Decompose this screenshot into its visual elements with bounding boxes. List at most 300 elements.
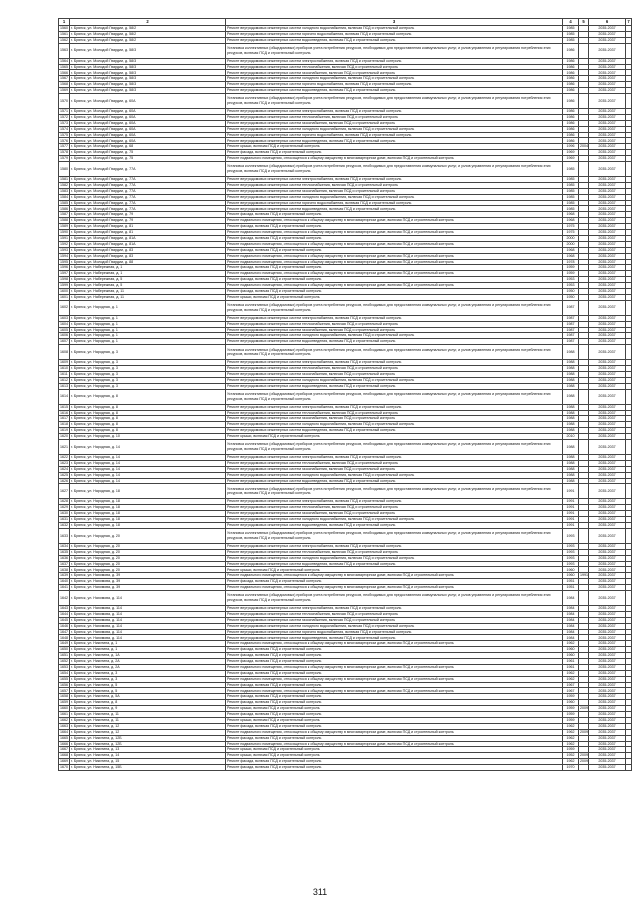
planned-period-cell: 2035-2037: [589, 664, 626, 670]
address-cell: г. Брянск, ул. Нахимова, д. 114: [70, 617, 226, 623]
planned-period-cell: 2035-2037: [589, 765, 626, 771]
work-description-cell: Ремонт подвального помещения, относящегося к общему имуществу в многоквартирном доме, включая ПСД и строительный контроль: [226, 676, 563, 682]
address-cell: г. Брянск, ул. Набережная, д. 11: [70, 288, 226, 294]
commission-year-cell: 1969: [563, 150, 579, 156]
commission-year-cell: 1988: [563, 460, 579, 466]
address-cell: г. Брянск, ул. Народная, д. 14: [70, 466, 226, 472]
planned-period-cell: 2035-2037: [589, 647, 626, 653]
extra-cell: [626, 528, 632, 543]
work-description-cell: Ремонт подвального помещения, относящегося к общему имуществу в многоквартирном доме, включая ПСД и строительный контроль: [226, 283, 563, 289]
work-description-cell: Ремонт внутридомовых инженерных систем электроснабжения, включая ПСД и строительный контроль: [226, 360, 563, 366]
row-number-cell: 1656: [60, 682, 68, 687]
work-description-cell: Ремонт фасада, включая ПСД и строительный контроль: [226, 694, 563, 700]
col-header-2: 2: [70, 19, 226, 26]
row-number-cell: 1564: [60, 58, 68, 63]
commission-year-cell: 1993: [563, 549, 579, 555]
planned-period-cell: 2035-2037: [589, 177, 626, 183]
address-cell: г. Брянск, ул. Никитина, д. 3: [70, 676, 226, 682]
address-cell: г. Брянск, ул. Никитина, д. 9: [70, 706, 226, 712]
row-number-cell: 1617: [60, 416, 68, 421]
row-number-cell: 1652: [60, 659, 68, 664]
extra-cell: [626, 765, 632, 771]
planned-period-cell: 2035-2037: [589, 345, 626, 360]
address-cell: г. Брянск, ул. Народная, д. 18: [70, 523, 226, 529]
row-number-cell: 1661: [60, 712, 68, 717]
address-cell: г. Брянск, ул. Молодой Гвардии, д. 83: [70, 247, 226, 253]
row-number-cell: 1611: [60, 372, 68, 377]
commission-year-cell: 1987: [563, 300, 579, 315]
work-description-cell: Ремонт фасада, включая ПСД и строительный контроль: [226, 288, 563, 294]
address-cell: г. Брянск, ул. Молодой Гвардии, д. 83: [70, 253, 226, 259]
row-number-cell: 1596: [60, 265, 68, 270]
table-row: [59, 484, 632, 499]
work-description-cell: Ремонт внутридомовых инженерных систем горячего водоснабжения, включая ПСД и строительный контроль: [226, 132, 563, 138]
row-number-cell: 1632: [60, 523, 68, 528]
commission-year-cell: 1950: [563, 294, 579, 300]
col-header-6: 6: [589, 19, 626, 26]
work-description-cell: Ремонт внутридомовых инженерных систем водоотведения, включая ПСД и строительный контроль: [226, 206, 563, 212]
planned-period-cell: 2035-2037: [589, 162, 626, 177]
row-number-cell: 1669: [60, 759, 68, 764]
commission-year-cell: 1968: [563, 212, 579, 218]
address-cell: г. Брянск, ул. Молодой Гвардии, д. 88: [70, 259, 226, 265]
commission-year-cell: 1962: [563, 723, 579, 729]
commission-year-cell: 1985: [563, 194, 579, 200]
commission-year-cell: 1988: [563, 466, 579, 472]
row-number-cell: 1614: [59, 389, 70, 404]
row-number-cell: 1590: [60, 230, 68, 235]
work-description-cell: Ремонт внутридомовых инженерных систем теплоснабжения, включая ПСД и строительный контроль: [226, 549, 563, 555]
row-number-cell: 1589: [60, 224, 68, 229]
commission-year-cell: 1959: [563, 717, 579, 723]
planned-period-cell: 2035-2037: [589, 70, 626, 76]
row-number-cell: 1668: [60, 753, 68, 758]
address-cell: г. Брянск, ул. Никитина, д. 5: [70, 682, 226, 688]
row-number-cell: 1643: [60, 606, 68, 611]
planned-period-cell: 2035-2037: [589, 294, 626, 300]
address-cell: г. Брянск, ул. Молодой Гвардии, д. 79: [70, 218, 226, 224]
work-description-cell: Ремонт крыши, включая ПСД и строительный контроль: [226, 753, 563, 759]
commission-year-cell: 1969: [563, 156, 579, 162]
work-description-cell: Ремонт внутридомовых инженерных систем теплоснабжения, включая ПСД и строительный контроль: [226, 182, 563, 188]
row-number-cell: 1593: [60, 247, 68, 252]
address-cell: г. Брянск, ул. Нахимова, д. 39: [70, 579, 226, 585]
col-header-1: 1: [59, 19, 70, 26]
work-description-cell: Ремонт крыши, включая ПСД и строительный контроль: [226, 144, 563, 150]
work-description-cell: Ремонт подвального помещения, относящегося к общему имуществу в многоквартирном доме, включая ПСД и строительный контроль: [226, 664, 563, 670]
overhaul-year-cell: [579, 439, 589, 454]
planned-period-cell: 2035-2037: [589, 144, 626, 150]
work-description-cell: Ремонт подвального помещения, относящегося к общему имуществу в многоквартирном доме, включая ПСД и строительный контроль: [226, 259, 563, 265]
planned-period-cell: 2035-2037: [589, 339, 626, 345]
work-description-cell: Ремонт крыши, включая ПСД и строительный контроль: [226, 706, 563, 712]
address-cell: г. Брянск, ул. Народная, д. 1: [70, 300, 226, 315]
planned-period-cell: 2035-2037: [589, 682, 626, 688]
commission-year-cell: 1960: [563, 700, 579, 706]
work-description-cell: Ремонт крыши, включая ПСД и строительный контроль: [226, 567, 563, 573]
address-cell: г. Брянск, ул. Молодой Гвардии, д. 60А: [70, 109, 226, 115]
commission-year-cell: 1985: [563, 206, 579, 212]
commission-year-cell: 1986: [563, 126, 579, 132]
commission-year-cell: 1985: [563, 188, 579, 194]
planned-period-cell: 2035-2037: [589, 543, 626, 549]
planned-period-cell: 2035-2037: [589, 288, 626, 294]
commission-year-cell: 1959: [563, 747, 579, 753]
work-description-cell: Ремонт внутридомовых инженерных систем газоснабжения, включая ПСД и строительный контроль: [226, 188, 563, 194]
planned-period-cell: 2035-2037: [589, 466, 626, 472]
work-description-cell: Ремонт подвального помещения, относящегося к общему имуществу в многоквартирном доме, включая ПСД и строительный контроль: [226, 271, 563, 277]
address-cell: г. Брянск, ул. Нахимова, д. 114: [70, 623, 226, 629]
work-description-cell: Ремонт фасада, включая ПСД и строительный контроль: [226, 700, 563, 706]
row-number-cell: 1651: [60, 653, 68, 658]
row-number-cell: 1583: [60, 188, 68, 193]
address-cell: г. Брянск, ул. Молодой Гвардии, д. 81: [70, 230, 226, 236]
work-description-cell: Ремонт внутридомовых инженерных систем электроснабжения, включая ПСД и строительный контроль: [226, 499, 563, 505]
planned-period-cell: 2035-2037: [589, 120, 626, 126]
work-description-cell: Ремонт внутридомовых инженерных систем теплоснабжения, включая ПСД и строительный контроль: [226, 410, 563, 416]
row-number-cell: 1592: [60, 241, 68, 246]
commission-year-cell: 2000: [563, 235, 579, 241]
commission-year-cell: 1962: [563, 670, 579, 676]
address-cell: г. Брянск, ул. Народная, д. 8: [70, 404, 226, 410]
row-number-cell: 1574: [60, 126, 68, 131]
commission-year-cell: 1986: [563, 120, 579, 126]
row-number-cell: 1594: [60, 253, 68, 258]
planned-period-cell: 2035-2037: [589, 573, 626, 579]
address-cell: г. Брянск, ул. Народная, д. 3: [70, 383, 226, 389]
table-row: [59, 300, 632, 315]
work-description-cell: Ремонт внутридомовых инженерных систем теплоснабжения, включая ПСД и строительный контроль: [226, 366, 563, 372]
commission-year-cell: 1985: [563, 37, 579, 43]
address-cell: г. Брянск, ул. Народная, д. 1: [70, 339, 226, 345]
row-number-cell: 1645: [60, 617, 68, 622]
row-number-cell: 1585: [60, 200, 68, 205]
row-number-cell: 1598: [60, 277, 68, 282]
row-number-cell: 1572: [60, 114, 68, 119]
address-cell: г. Брянск, ул. Молодой Гвардии, д. 79: [70, 212, 226, 218]
work-description-cell: Установка коллективных (общедомовых) приборов учета потребления ресурсов, необходимых для предоставления коммунальных услуг, и узлов управления и регулирования потребления этих ресурсов, включая ПСД и строительный контроль: [226, 484, 563, 499]
overhaul-year-cell: [579, 300, 589, 315]
planned-period-cell: 2035-2037: [589, 58, 626, 64]
planned-period-cell: 2035-2037: [589, 230, 626, 236]
address-cell: г. Брянск, ул. Народная, д. 8: [70, 422, 226, 428]
work-description-cell: Установка коллективных (общедомовых) приборов учета потребления ресурсов, необходимых для предоставления коммунальных услуг, и узлов управления и регулирования потребления этих ресурсов, включая ПСД и строительный контроль: [226, 528, 563, 543]
commission-year-cell: 1988: [563, 422, 579, 428]
row-number-cell: 1600: [60, 289, 68, 293]
row-number-cell: 1626: [60, 478, 68, 483]
address-cell: г. Брянск, ул. Народная, д. 20: [70, 549, 226, 555]
address-cell: г. Брянск, ул. Молодой Гвардии, д. 68: [70, 144, 226, 150]
row-number-cell: 1561: [60, 31, 68, 36]
address-cell: г. Брянск, ул. Никитина, д. 12: [70, 723, 226, 729]
address-cell: г. Брянск, ул. Молодой Гвардии, д. 60А: [70, 114, 226, 120]
row-number-cell: 1634: [60, 543, 68, 548]
address-cell: г. Брянск, ул. Молодой Гвардии, д. 58/3: [70, 70, 226, 76]
commission-year-cell: 1987: [563, 315, 579, 321]
row-number-cell: 1578: [60, 150, 68, 155]
planned-period-cell: 2035-2037: [589, 218, 626, 224]
planned-period-cell: 2035-2037: [589, 611, 626, 617]
work-description-cell: Ремонт подвального помещения, относящегося к общему имуществу в многоквартирном доме, включая ПСД и строительный контроль: [226, 241, 563, 247]
commission-year-cell: 1987: [563, 327, 579, 333]
planned-period-cell: 2035-2037: [589, 579, 626, 585]
planned-period-cell: 2035-2037: [589, 37, 626, 43]
row-number-cell: 1639: [60, 573, 68, 578]
planned-period-cell: 2035-2037: [589, 759, 626, 765]
row-number-cell: 1587: [60, 212, 68, 217]
commission-year-cell: 1951: [563, 585, 579, 591]
overhaul-year-cell: [579, 43, 589, 58]
row-number-cell: 1666: [60, 741, 68, 746]
row-number-cell: 1582: [60, 182, 68, 187]
commission-year-cell: 1984: [563, 629, 579, 635]
planned-period-cell: 2035-2037: [589, 617, 626, 623]
row-number-cell: 1624: [60, 466, 68, 471]
address-cell: г. Брянск, ул. Народная, д. 18: [70, 511, 226, 517]
commission-year-cell: 1984: [563, 606, 579, 612]
work-description-cell: Ремонт внутридомовых инженерных систем теплоснабжения, включая ПСД и строительный контроль: [226, 611, 563, 617]
address-cell: г. Брянск, ул. Никитина, д. 1А: [70, 653, 226, 659]
work-description-cell: Ремонт внутридомовых инженерных систем горячего водоснабжения, включая ПСД и строительный контроль: [226, 31, 563, 37]
planned-period-cell: 2035-2037: [589, 712, 626, 718]
planned-period-cell: 2035-2037: [589, 247, 626, 253]
work-description-cell: Ремонт внутридомовых инженерных систем электроснабжения, включая ПСД и строительный контроль: [226, 58, 563, 64]
row-number-cell: 1635: [60, 549, 68, 554]
address-cell: г. Брянск, ул. Нахимова, д. 114: [70, 611, 226, 617]
work-description-cell: Ремонт внутридомовых инженерных систем водоотведения, включая ПСД и строительный контроль: [226, 428, 563, 434]
row-number-cell: 1566: [60, 70, 68, 75]
row-number-cell: 1565: [60, 64, 68, 69]
planned-period-cell: 2035-2037: [589, 404, 626, 410]
overhaul-year-cell: [579, 162, 589, 177]
planned-period-cell: 2035-2037: [589, 377, 626, 383]
row-number-cell: 1640: [60, 579, 68, 584]
work-description-cell: Ремонт внутридомовых инженерных систем газоснабжения, включая ПСД и строительный контроль: [226, 511, 563, 517]
work-description-cell: Ремонт внутридомовых инженерных систем теплоснабжения, включая ПСД и строительный контроль: [226, 321, 563, 327]
commission-year-cell: 1962: [563, 759, 579, 765]
work-description-cell: Ремонт внутридомовых инженерных систем холодного водоснабжения, включая ПСД и строительный контроль: [226, 76, 563, 82]
work-description-cell: Ремонт внутридомовых инженерных систем теплоснабжения, включая ПСД и строительный контроль: [226, 64, 563, 70]
planned-period-cell: 2035-2037: [589, 505, 626, 511]
commission-year-cell: 1952: [563, 753, 579, 759]
address-cell: г. Брянск, ул. Народная, д. 3: [70, 360, 226, 366]
row-number-cell: 1631: [60, 517, 68, 522]
planned-period-cell: 2035-2037: [589, 31, 626, 37]
planned-period-cell: 2035-2037: [589, 410, 626, 416]
work-description-cell: Ремонт подвального помещения, относящегося к общему имуществу в многоквартирном доме, включая ПСД и строительный контроль: [226, 741, 563, 747]
row-number-cell: 1571: [60, 109, 68, 114]
planned-period-cell: 2035-2037: [589, 366, 626, 372]
work-description-cell: Ремонт фасада, включая ПСД и строительный контроль: [226, 735, 563, 741]
row-number-cell: 1606: [60, 333, 68, 338]
work-description-cell: Ремонт внутридомовых инженерных систем газоснабжения, включая ПСД и строительный контроль: [226, 327, 563, 333]
planned-period-cell: 2035-2037: [589, 517, 626, 523]
address-cell: г. Брянск, ул. Молодой Гвардии, д. 77А: [70, 177, 226, 183]
address-cell: г. Брянск, ул. Никитина, д. 11: [70, 717, 226, 723]
overhaul-year-cell: [579, 591, 589, 606]
address-cell: г. Брянск, ул. Молодой Гвардии, д. 77А: [70, 200, 226, 206]
row-number-cell: 1644: [60, 611, 68, 616]
row-number-cell: 1633: [59, 528, 70, 543]
planned-period-cell: 2035-2037: [589, 43, 626, 58]
commission-year-cell: 1959: [563, 712, 579, 718]
address-cell: г. Брянск, ул. Народная, д. 14: [70, 478, 226, 484]
row-number-cell: 1588: [60, 218, 68, 223]
address-cell: г. Брянск, ул. Молодой Гвардии, д. 77А: [70, 194, 226, 200]
commission-year-cell: 1991: [563, 511, 579, 517]
commission-year-cell: 1985: [563, 162, 579, 177]
address-cell: г. Брянск, ул. Никитина, д. 15Б: [70, 765, 226, 771]
address-cell: г. Брянск, ул. Народная, д. 18: [70, 499, 226, 505]
overhaul-year-cell: 2009: [580, 706, 588, 711]
work-description-cell: Ремонт фасада, включая ПСД и строительный контроль: [226, 647, 563, 653]
works-table: [58, 18, 632, 771]
address-cell: г. Брянск, ул. Народная, д. 18: [70, 517, 226, 523]
address-cell: г. Брянск, ул. Народная, д. 20: [70, 528, 226, 543]
planned-period-cell: 2035-2037: [589, 389, 626, 404]
work-description-cell: Ремонт подвального помещения, относящегося к общему имуществу в многоквартирном доме, включая ПСД и строительный контроль: [226, 688, 563, 694]
planned-period-cell: 2035-2037: [589, 206, 626, 212]
address-cell: г. Брянск, ул. Молодой Гвардии, д. 77А: [70, 188, 226, 194]
commission-year-cell: 1968: [563, 247, 579, 253]
address-cell: г. Брянск, ул. Молодой Гвардии, д. 75: [70, 150, 226, 156]
work-description-cell: Ремонт фасада, включая ПСД и строительный контроль: [226, 277, 563, 283]
row-number-cell: 1657: [60, 688, 68, 693]
planned-period-cell: 2035-2037: [589, 277, 626, 283]
address-cell: г. Брянск, ул. Молодой Гвардии, д. 58/3: [70, 82, 226, 88]
work-description-cell: Ремонт подвального помещения, относящегося к общему имуществу в многоквартирном доме, включая ПСД и строительный контроль: [226, 573, 563, 579]
table-row: [59, 94, 632, 109]
commission-year-cell: 1988: [563, 454, 579, 460]
planned-period-cell: 2035-2037: [589, 371, 626, 377]
header-row: [59, 19, 632, 26]
address-cell: г. Брянск, ул. Народная, д. 3: [70, 345, 226, 360]
commission-year-cell: 1984: [563, 611, 579, 617]
commission-year-cell: 1988: [563, 389, 579, 404]
extra-cell: [626, 439, 632, 454]
row-number-cell: 1646: [60, 623, 68, 628]
col-header-3: 3: [226, 19, 563, 26]
address-cell: г. Брянск, ул. Набережная, д. 1: [70, 265, 226, 271]
work-description-cell: Ремонт внутридомовых инженерных систем электроснабжения, включая ПСД и строительный контроль: [226, 454, 563, 460]
work-description-cell: Ремонт внутридомовых инженерных систем электроснабжения, включая ПСД и строительный контроль: [226, 543, 563, 549]
overhaul-year-cell: [579, 345, 589, 360]
row-number-cell: 1619: [60, 428, 68, 433]
planned-period-cell: 2035-2037: [589, 200, 626, 206]
address-cell: г. Брянск, ул. Народная, д. 14: [70, 460, 226, 466]
work-description-cell: Ремонт внутридомовых инженерных систем холодного водоснабжения, включая ПСД и строительный контроль: [226, 194, 563, 200]
planned-period-cell: 2035-2037: [589, 484, 626, 499]
planned-period-cell: 2035-2037: [589, 753, 626, 759]
work-description-cell: Ремонт подвального помещения, относящегося к общему имуществу в многоквартирном доме, включая ПСД и строительный контроль: [226, 156, 563, 162]
address-cell: г. Брянск, ул. Молодой Гвардии, д. 77А: [70, 182, 226, 188]
row-number-cell: 1630: [60, 511, 68, 516]
row-number-cell: 1618: [60, 422, 68, 427]
planned-period-cell: 2035-2037: [589, 676, 626, 682]
commission-year-cell: 1960: [563, 567, 579, 573]
work-description-cell: Ремонт внутридомовых инженерных систем холодного водоснабжения, включая ПСД и строительный контроль: [226, 555, 563, 561]
work-description-cell: Ремонт подвального помещения, относящегося к общему имуществу в многоквартирном доме, включая ПСД и строительный контроль: [226, 729, 563, 735]
work-description-cell: Установка коллективных (общедомовых) приборов учета потребления ресурсов, необходимых для предоставления коммунальных услуг, и узлов управления и регулирования потребления этих ресурсов, включая ПСД и строительный контроль: [226, 591, 563, 606]
work-description-cell: Ремонт внутридомовых инженерных систем электроснабжения, включая ПСД и строительный контроль: [226, 606, 563, 612]
address-cell: г. Брянск, ул. Молодой Гвардии, д. 58/3: [70, 76, 226, 82]
address-cell: г. Брянск, ул. Никитина, д. 1: [70, 641, 226, 647]
row-number-cell: 1579: [60, 156, 68, 161]
work-description-cell: Ремонт внутридомовых инженерных систем холодного водоснабжения, включая ПСД и строительный контроль: [226, 126, 563, 132]
row-number-cell: 1569: [60, 88, 68, 93]
row-number-cell: 1659: [60, 700, 68, 705]
planned-period-cell: 2035-2037: [589, 321, 626, 327]
commission-year-cell: 1985: [563, 26, 579, 32]
work-description-cell: Ремонт внутридомовых инженерных систем холодного водоснабжения, включая ПСД и строительный контроль: [226, 26, 563, 32]
planned-period-cell: 2035-2037: [589, 259, 626, 265]
planned-period-cell: 2035-2037: [589, 670, 626, 676]
planned-period-cell: 2035-2037: [589, 416, 626, 422]
address-cell: г. Брянск, ул. Никитина, д. 11: [70, 712, 226, 718]
row-number-cell: 1647: [60, 629, 68, 634]
planned-period-cell: 2035-2037: [589, 528, 626, 543]
commission-year-cell: 1993: [563, 561, 579, 567]
row-number-cell: 1560: [60, 26, 68, 31]
work-description-cell: Ремонт фасада, включая ПСД и строительный контроль: [226, 212, 563, 218]
row-number-cell: 1667: [60, 747, 68, 752]
address-cell: г. Брянск, ул. Набережная, д. 1: [70, 271, 226, 277]
table-row: [59, 43, 632, 58]
address-cell: г. Брянск, ул. Никитина, д. 2А: [70, 659, 226, 665]
address-cell: г. Брянск, ул. Народная, д. 1: [70, 321, 226, 327]
address-cell: г. Брянск, ул. Нахимова, д. 114: [70, 591, 226, 606]
extra-cell: [626, 591, 632, 606]
address-cell: г. Брянск, ул. Нахимова, д. 39: [70, 585, 226, 591]
commission-year-cell: 1985: [563, 177, 579, 183]
commission-year-cell: 1988: [563, 360, 579, 366]
commission-year-cell: 1987: [563, 321, 579, 327]
commission-year-cell: 1961: [563, 659, 579, 665]
address-cell: г. Брянск, ул. Народная, д. 8: [70, 389, 226, 404]
commission-year-cell: 1993: [563, 528, 579, 543]
address-cell: г. Брянск, ул. Молодой Гвардии, д. 60А: [70, 94, 226, 109]
planned-period-cell: 2035-2037: [589, 460, 626, 466]
work-description-cell: Ремонт фасада, включая ПСД и строительный контроль: [226, 659, 563, 665]
commission-year-cell: 1953: [563, 277, 579, 283]
address-cell: г. Брянск, ул. Молодой Гвардии, д. 58/3: [70, 64, 226, 70]
row-number-cell: 1613: [60, 383, 68, 388]
table-row: [59, 345, 632, 360]
work-description-cell: Ремонт внутридомовых инженерных систем водоотведения, включая ПСД и строительный контроль: [226, 339, 563, 345]
row-number-cell: 1664: [60, 729, 68, 734]
planned-period-cell: 2035-2037: [589, 422, 626, 428]
commission-year-cell: 1988: [563, 439, 579, 454]
row-number-cell: 1595: [60, 259, 68, 264]
commission-year-cell: 1988: [563, 345, 579, 360]
address-cell: г. Брянск, ул. Никитина, д. 5: [70, 688, 226, 694]
work-description-cell: Ремонт внутридомовых инженерных систем газоснабжения, включая ПСД и строительный контроль: [226, 416, 563, 422]
row-number-cell: 1612: [60, 377, 68, 382]
row-number-cell: 1648: [60, 635, 68, 640]
planned-period-cell: 2035-2037: [589, 635, 626, 641]
table-row: [59, 765, 632, 771]
row-number-cell: 1642: [59, 591, 70, 606]
address-cell: г. Брянск, ул. Никитина, д. 12Б: [70, 735, 226, 741]
work-description-cell: Ремонт фасада, включая ПСД и строительный контроль: [226, 265, 563, 271]
page-number: 311: [312, 887, 328, 897]
planned-period-cell: 2035-2037: [589, 138, 626, 144]
commission-year-cell: 1967: [563, 682, 579, 688]
planned-period-cell: 2035-2037: [589, 333, 626, 339]
planned-period-cell: 2035-2037: [589, 82, 626, 88]
work-description-cell: Ремонт внутридомовых инженерных систем газоснабжения, включая ПСД и строительный контроль: [226, 70, 563, 76]
work-description-cell: Ремонт фасада, включая ПСД и строительный контроль: [226, 653, 563, 659]
